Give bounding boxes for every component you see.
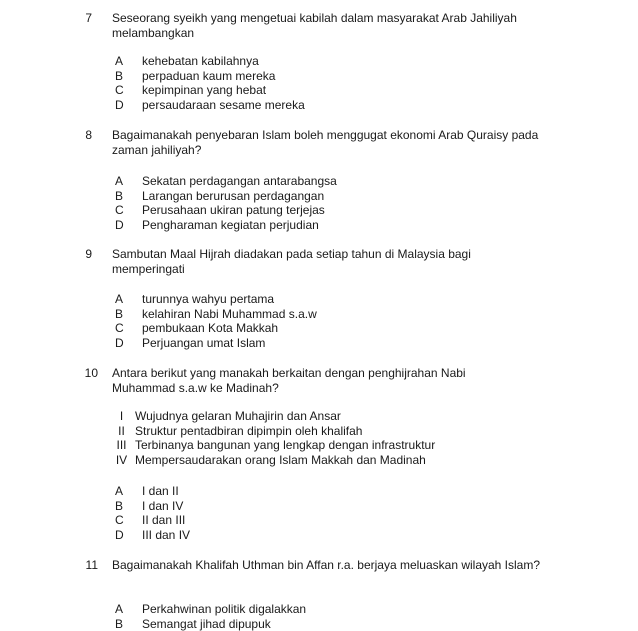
statement-iv (108, 453, 435, 468)
question-number: 9 (85, 247, 92, 261)
option-text: persaudaraan sesame mereka (142, 98, 305, 113)
statement-text: Struktur pentadbiran dipimpin oleh khalifah (135, 423, 363, 438)
option-c (115, 513, 190, 528)
statement-ii (108, 424, 435, 439)
option-letter: C (115, 83, 124, 98)
answer-options (115, 292, 317, 351)
statement-numeral: III (116, 438, 127, 453)
option-text: perpaduan kaum mereka (142, 68, 276, 83)
option-text: kepimpinan yang hebat (142, 83, 267, 98)
option-c (115, 83, 305, 98)
option-text: III dan IV (142, 528, 191, 543)
option-text: Perkahwinan politik digalakkan (142, 602, 307, 616)
option-a (115, 54, 305, 69)
option-text: Perusahaan ukiran patung terjejas (142, 203, 325, 218)
question-number: 8 (85, 128, 92, 142)
option-text: pembukaan Kota Makkah (142, 321, 279, 336)
statement-text: Terbinanya bangunan yang lengkap dengan infrastruktur (135, 438, 436, 453)
statement-numeral: IV (115, 453, 128, 468)
option-letter: A (115, 174, 124, 188)
question-stem: Bagaimanakah penyebaran Islam boleh menggugat ekonomi Arab Quraisy pada zaman jahiliyah? (112, 128, 539, 157)
option-letter: C (115, 321, 124, 336)
option-c (115, 203, 337, 218)
option-text: Semangat jihad dipupuk (142, 616, 271, 631)
statement-i (108, 409, 435, 424)
statement-numeral: II (118, 423, 125, 438)
option-d (115, 336, 317, 351)
option-letter: D (115, 218, 124, 233)
question-stem: Seseorang syeikh yang mengetuai kabilah dalam masyarakat Arab Jahiliyah melambangkan (112, 11, 517, 40)
option-a (115, 602, 306, 617)
option-letter: C (115, 513, 124, 528)
statement-text: Wujudnya gelaran Muhajirin dan Ansar (135, 409, 341, 423)
statement-iii (108, 438, 435, 453)
option-text: Pengharaman kegiatan perjudian (142, 218, 319, 233)
option-letter: A (115, 54, 124, 68)
answer-options (115, 54, 305, 113)
option-d (115, 218, 337, 233)
question-number: 10 (84, 366, 98, 380)
option-text: I dan IV (142, 498, 184, 513)
option-text: kehebatan kabilahnya (142, 54, 259, 68)
option-letter: B (115, 306, 124, 321)
option-c (115, 321, 317, 336)
option-text: I dan II (142, 484, 179, 498)
question-stem: Antara berikut yang manakah berkaitan dengan penghijrahan Nabi Muhammad s.a.w ke Madinah? (112, 366, 466, 395)
option-letter: C (115, 203, 124, 218)
option-text: Perjuangan umat Islam (142, 336, 266, 351)
option-text: Sekatan perdagangan antarabangsa (142, 174, 337, 188)
option-letter: A (115, 484, 124, 498)
option-letter: D (115, 336, 124, 351)
option-b (115, 617, 306, 631)
option-a (115, 292, 317, 307)
option-d (115, 98, 305, 113)
option-letter: B (115, 68, 124, 83)
option-d (115, 528, 190, 543)
option-letter: A (115, 292, 124, 306)
option-a (115, 174, 337, 189)
option-text: kelahiran Nabi Muhammad s.a.w (142, 306, 317, 321)
option-text: turunnya wahyu pertama (142, 292, 275, 306)
option-letter: D (115, 98, 124, 113)
question-stem: Bagaimanakah Khalifah Uthman bin Affan r.a. berjaya meluaskan wilayah Islam? (112, 558, 541, 572)
option-letter: B (115, 498, 124, 513)
option-text: II dan III (142, 513, 186, 528)
roman-statements (108, 409, 435, 468)
option-a (115, 484, 190, 499)
statement-numeral: I (119, 409, 124, 423)
question-stem: Sambutan Maal Hijrah diadakan pada setiap tahun di Malaysia bagi memperingati (112, 247, 471, 276)
option-letter: D (115, 528, 124, 543)
option-b (115, 307, 317, 322)
answer-options (115, 174, 337, 233)
option-b (115, 499, 190, 514)
option-letter: B (115, 616, 124, 631)
answer-options (115, 484, 190, 543)
option-text: Larangan berurusan perdagangan (142, 188, 325, 203)
option-b (115, 69, 305, 84)
option-b (115, 189, 337, 204)
question-number: 7 (85, 11, 92, 25)
statement-text: Mempersaudarakan orang Islam Makkah dan Madinah (135, 453, 426, 468)
answer-options (115, 602, 306, 631)
question-number: 11 (85, 558, 98, 572)
option-letter: B (115, 188, 124, 203)
option-letter: A (115, 602, 124, 616)
